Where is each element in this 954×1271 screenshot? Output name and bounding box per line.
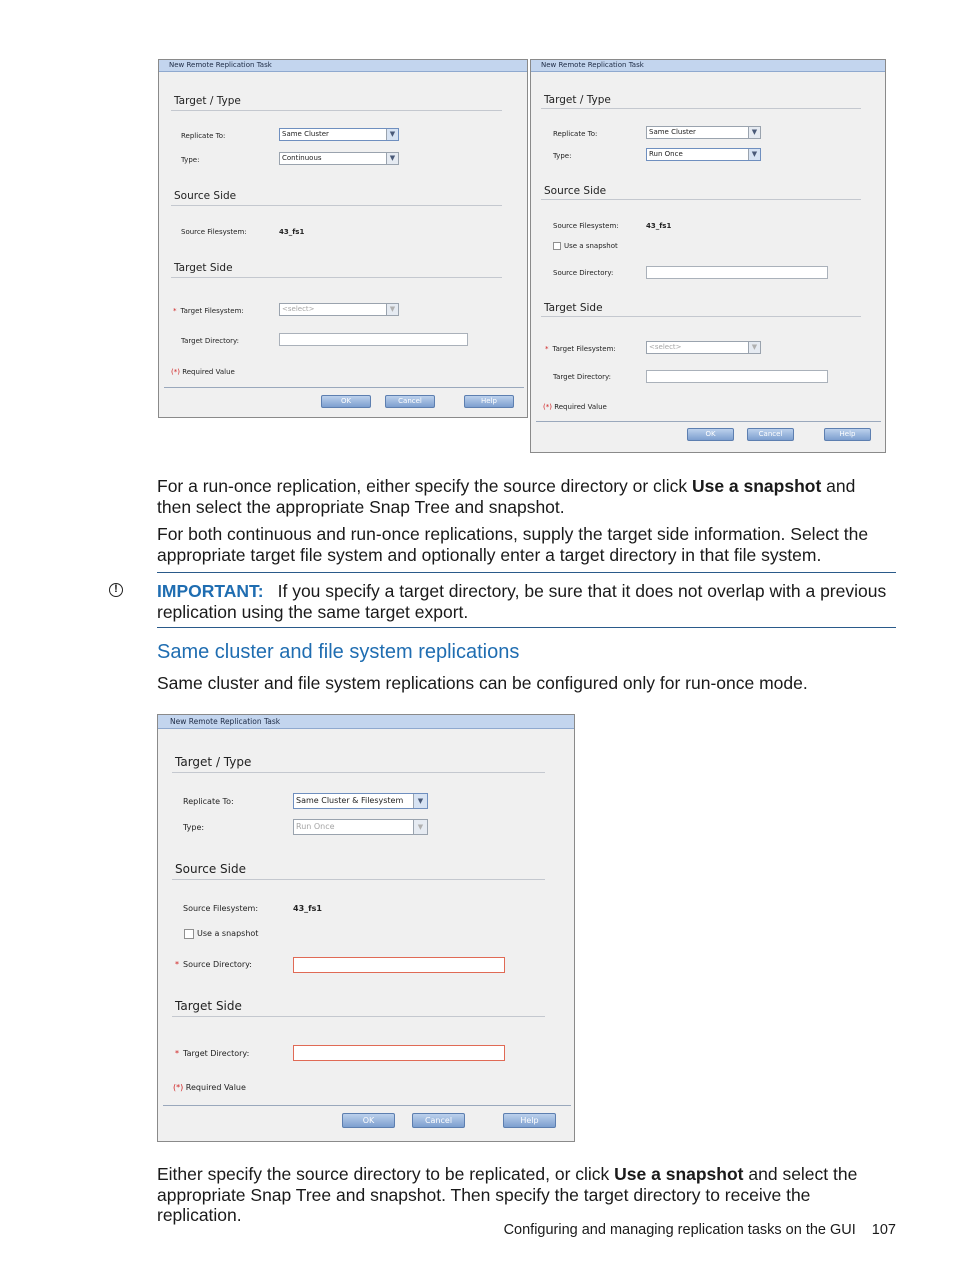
target-directory-label: * Target Directory: bbox=[175, 1049, 250, 1058]
use-snapshot-checkbox[interactable] bbox=[553, 242, 561, 250]
dialog-right bbox=[530, 59, 886, 453]
footer-divider bbox=[536, 421, 881, 422]
section-divider bbox=[541, 316, 861, 317]
paragraph-run-once: For a run-once replication, either specify the source directory or click Use a snapshot and then select the appropriate Snap Tree and snapshot. bbox=[157, 476, 856, 517]
section-divider bbox=[541, 199, 861, 200]
type-label: Type: bbox=[183, 823, 205, 832]
target-directory-label: Target Directory: bbox=[553, 373, 611, 381]
paragraph-same-cluster: Same cluster and file system replications can be configured only for run-once mode. bbox=[157, 673, 808, 693]
footer-divider bbox=[163, 1105, 571, 1106]
source-directory-label: * Source Directory: bbox=[175, 960, 253, 969]
type-select[interactable] bbox=[293, 819, 428, 835]
required-asterisk: * bbox=[175, 960, 179, 969]
footer-text: Configuring and managing replication tasks on the GUI bbox=[503, 1222, 856, 1238]
required-asterisk: * bbox=[545, 345, 549, 353]
source-filesystem-value: 43_fs1 bbox=[293, 904, 322, 913]
paragraph-source-or-snapshot: Either specify the source directory to be replicated, or click Use a snapshot and select the appropriate Snap Tree and snapshot. Then specify the target directory to receive the replication. bbox=[157, 1164, 858, 1225]
type-value: Run Once bbox=[649, 150, 683, 158]
type-select[interactable] bbox=[279, 152, 399, 165]
replicate-to-value: Same Cluster bbox=[649, 128, 696, 136]
target-directory-input[interactable] bbox=[279, 333, 468, 346]
replicate-to-label: Replicate To: bbox=[181, 132, 226, 140]
important-bottom-rule bbox=[157, 627, 896, 628]
section-heading: Same cluster and file system replications bbox=[157, 641, 520, 663]
type-label: Type: bbox=[181, 156, 200, 164]
page-footer bbox=[504, 1222, 896, 1238]
section-divider bbox=[171, 277, 502, 278]
source-directory-input[interactable] bbox=[646, 266, 828, 279]
target-directory-input[interactable] bbox=[646, 370, 828, 383]
chevron-down-icon[interactable]: ▼ bbox=[386, 129, 398, 140]
chevron-down-icon[interactable]: ▼ bbox=[413, 794, 427, 808]
dialog-title: New Remote Replication Task bbox=[158, 715, 574, 729]
source-filesystem-value: 43_fs1 bbox=[279, 228, 305, 236]
help-button[interactable]: Help bbox=[503, 1113, 556, 1128]
chevron-down-icon[interactable]: ▼ bbox=[748, 342, 760, 353]
source-directory-input[interactable] bbox=[293, 957, 505, 973]
target-filesystem-label: * Target Filesystem: bbox=[173, 307, 244, 315]
section-source-side: Source Side bbox=[174, 190, 237, 202]
section-target-side: Target Side bbox=[175, 999, 242, 1013]
use-snapshot-checkbox[interactable] bbox=[184, 929, 194, 939]
section-divider bbox=[172, 772, 545, 773]
dialog-title: New Remote Replication Task bbox=[159, 60, 527, 72]
source-filesystem-label: Source Filesystem: bbox=[553, 222, 619, 230]
target-filesystem-value: <select> bbox=[282, 305, 315, 313]
cancel-button[interactable]: Cancel bbox=[747, 428, 794, 441]
dialog-title: New Remote Replication Task bbox=[531, 60, 885, 72]
use-snapshot-emphasis: Use a snapshot bbox=[614, 1164, 744, 1184]
required-note: (*) Required Value bbox=[171, 368, 235, 376]
replicate-to-label: Replicate To: bbox=[183, 797, 234, 806]
required-note: (*) Required Value bbox=[543, 403, 607, 411]
source-filesystem-value: 43_fs1 bbox=[646, 222, 672, 230]
important-label: IMPORTANT: bbox=[157, 581, 264, 601]
chevron-down-icon[interactable]: ▼ bbox=[386, 153, 398, 164]
required-note-text: Required Value bbox=[554, 403, 607, 411]
replicate-to-select[interactable] bbox=[279, 128, 399, 141]
replicate-to-select[interactable] bbox=[293, 793, 428, 809]
use-snapshot-label: Use a snapshot bbox=[197, 929, 259, 938]
target-filesystem-select[interactable] bbox=[279, 303, 399, 316]
section-divider bbox=[172, 879, 545, 880]
type-value: Run Once bbox=[296, 822, 335, 831]
target-directory-label: Target Directory: bbox=[181, 337, 239, 345]
chevron-down-icon[interactable]: ▼ bbox=[748, 127, 760, 138]
type-label: Type: bbox=[553, 152, 572, 160]
section-divider bbox=[541, 108, 861, 109]
section-target-type: Target / Type bbox=[544, 94, 611, 106]
required-note-text: Required Value bbox=[182, 368, 235, 376]
important-top-rule bbox=[157, 572, 896, 573]
replicate-to-value: Same Cluster & Filesystem bbox=[296, 796, 404, 805]
use-snapshot-label: Use a snapshot bbox=[564, 242, 618, 250]
type-select[interactable] bbox=[646, 148, 761, 161]
section-source-side: Source Side bbox=[175, 862, 246, 876]
section-divider bbox=[172, 1016, 545, 1017]
page-number: 107 bbox=[871, 1222, 896, 1238]
important-note: IMPORTANT: If you specify a target directory, be sure that it does not overlap with a previous replication using the same target export. bbox=[157, 581, 887, 622]
paragraph-target-side: For both continuous and run-once replications, supply the target side information. Select the appropriate target file system and optionally enter a target directory in that file system. bbox=[157, 524, 869, 565]
replicate-to-value: Same Cluster bbox=[282, 130, 329, 138]
footer-divider bbox=[164, 387, 524, 388]
help-button[interactable]: Help bbox=[824, 428, 871, 441]
section-target-type: Target / Type bbox=[175, 755, 252, 769]
target-directory-input[interactable] bbox=[293, 1045, 505, 1061]
cancel-button[interactable]: Cancel bbox=[412, 1113, 465, 1128]
source-filesystem-label: Source Filesystem: bbox=[183, 904, 259, 913]
section-divider bbox=[171, 205, 502, 206]
section-target-side: Target Side bbox=[174, 262, 233, 274]
type-value: Continuous bbox=[282, 154, 322, 162]
target-filesystem-value: <select> bbox=[649, 343, 682, 351]
required-note-text: Required Value bbox=[185, 1083, 246, 1092]
section-target-type: Target / Type bbox=[174, 95, 241, 107]
target-filesystem-select[interactable] bbox=[646, 341, 761, 354]
replicate-to-label: Replicate To: bbox=[553, 130, 598, 138]
dialog-left bbox=[158, 59, 528, 418]
replicate-to-select[interactable] bbox=[646, 126, 761, 139]
required-note: (*) Required Value bbox=[173, 1083, 246, 1092]
source-directory-label: Source Directory: bbox=[553, 269, 614, 277]
section-source-side: Source Side bbox=[544, 185, 607, 197]
section-target-side: Target Side bbox=[544, 302, 603, 314]
cancel-button[interactable]: Cancel bbox=[385, 395, 435, 408]
chevron-down-icon[interactable]: ▼ bbox=[748, 149, 760, 160]
chevron-down-icon[interactable]: ▼ bbox=[413, 820, 427, 834]
target-filesystem-label: * Target Filesystem: bbox=[545, 345, 616, 353]
chevron-down-icon[interactable]: ▼ bbox=[386, 304, 398, 315]
ok-button[interactable]: OK bbox=[342, 1113, 395, 1128]
dialog-bottom bbox=[157, 714, 575, 1142]
ok-button[interactable]: OK bbox=[321, 395, 371, 408]
required-asterisk: * bbox=[175, 1049, 179, 1058]
required-asterisk: * bbox=[173, 307, 177, 315]
use-snapshot-emphasis: Use a snapshot bbox=[691, 476, 822, 496]
important-icon: ! bbox=[109, 583, 123, 597]
help-button[interactable]: Help bbox=[464, 395, 514, 408]
section-divider bbox=[171, 110, 502, 111]
source-filesystem-label: Source Filesystem: bbox=[181, 228, 247, 236]
ok-button[interactable]: OK bbox=[687, 428, 734, 441]
